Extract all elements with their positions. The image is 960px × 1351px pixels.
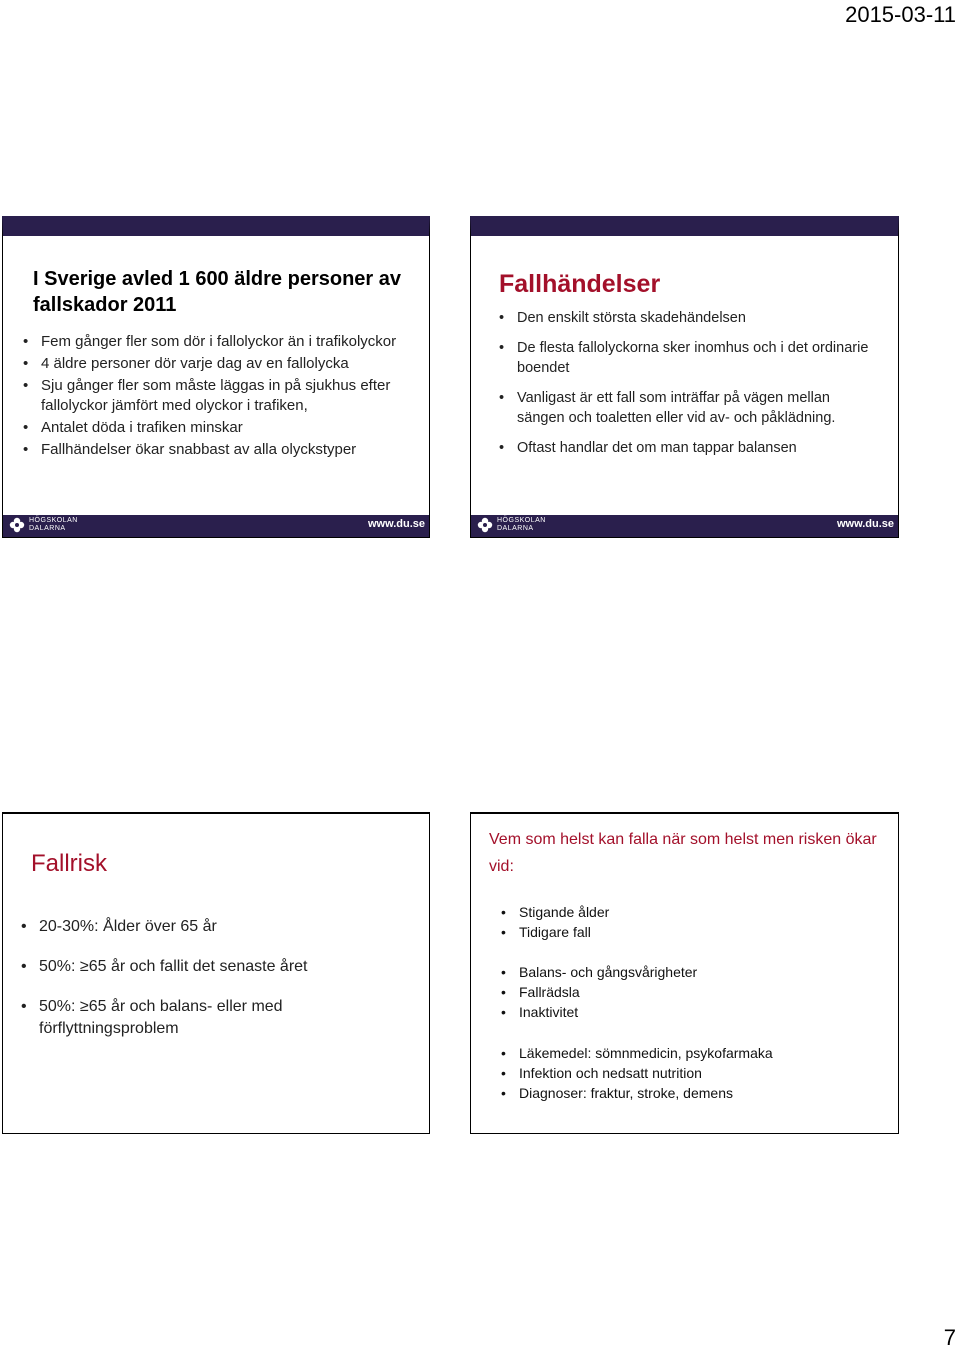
slide-4 xyxy=(470,812,899,1134)
flower-logo-icon xyxy=(477,517,493,533)
list-item: • Fallrädsla xyxy=(501,982,881,1002)
list-item: • Fallhändelser ökar snabbast av alla olyckstyper xyxy=(23,440,423,460)
list-item: • Inaktivitet xyxy=(501,1002,881,1022)
page-number: 7 xyxy=(943,1325,956,1350)
list-item: • 50%: ≥65 år och fallit det senaste året xyxy=(21,956,411,978)
slide-3-title: Fallrisk xyxy=(31,850,107,877)
slide-2-title: Fallhändelser xyxy=(499,270,661,298)
slide-2-bullet-list xyxy=(499,308,879,468)
list-item: • Stigande ålder xyxy=(501,902,881,922)
slide-1 xyxy=(2,216,430,538)
slide-1-title: I Sverige avled 1 600 äldre personer av fallskador 2011 xyxy=(33,268,401,316)
list-item: • Fem gånger fler som dör i fallolyckor än i trafikolyckor xyxy=(23,332,423,352)
logo-line-2: DALARNA xyxy=(497,525,534,532)
slide-3 xyxy=(2,812,430,1134)
slide-footer xyxy=(3,515,429,537)
logo-line-2: DALARNA xyxy=(29,525,66,532)
list-item: • 4 äldre personer dör varje dag av en fallolycka xyxy=(23,354,423,374)
list-item: • Vanligast är ett fall som inträffar på vägen mellan sängen och toaletten eller vid av- och påklädning. xyxy=(499,388,879,428)
list-item: • Läkemedel: sömnmedicin, psykofarmaka xyxy=(501,1043,881,1063)
risk-factor-group-1 xyxy=(501,902,881,942)
list-item: • De flesta fallolyckorna sker inomhus och i det ordinarie boendet xyxy=(499,338,879,378)
list-item: • 50%: ≥65 år och balans- eller med förflyttningsproblem xyxy=(21,996,411,1040)
list-item: • Sju gånger fler som måste läggas in på sjukhus efter fallolyckor jämfört med olyckor i trafiken, xyxy=(23,376,423,416)
list-item: • 20-30%: Ålder över 65 år xyxy=(21,916,411,938)
list-item: • Oftast handlar det om man tappar balansen xyxy=(499,438,879,458)
hogskolan-dalarna-logo xyxy=(477,517,546,533)
list-item: • Tidigare fall xyxy=(501,922,881,942)
flower-logo-icon xyxy=(9,517,25,533)
hogskolan-dalarna-logo xyxy=(9,517,78,533)
logo-line-1: HÖGSKOLAN xyxy=(497,517,546,524)
site-url: www.du.se xyxy=(367,518,425,530)
site-url: www.du.se xyxy=(836,518,894,530)
page-date: 2015-03-11 xyxy=(845,2,956,27)
slide-4-subtitle: Vem som helst kan falla när som helst men risken ökar vid: xyxy=(489,831,877,875)
risk-factor-group-3 xyxy=(501,1043,881,1103)
slide-footer xyxy=(471,515,898,537)
logo-line-1: HÖGSKOLAN xyxy=(29,517,78,524)
risk-factor-group-2 xyxy=(501,962,881,1022)
list-item: • Balans- och gångsvårigheter xyxy=(501,962,881,982)
list-item: • Den enskilt största skadehändelsen xyxy=(499,308,879,328)
list-item: • Antalet döda i trafiken minskar xyxy=(23,418,423,438)
list-item: • Diagnoser: fraktur, stroke, demens xyxy=(501,1083,881,1103)
slide-3-bullet-list xyxy=(21,916,411,1058)
slide-2 xyxy=(470,216,899,538)
slide-1-bullet-list xyxy=(23,332,423,462)
list-item: • Infektion och nedsatt nutrition xyxy=(501,1063,881,1083)
